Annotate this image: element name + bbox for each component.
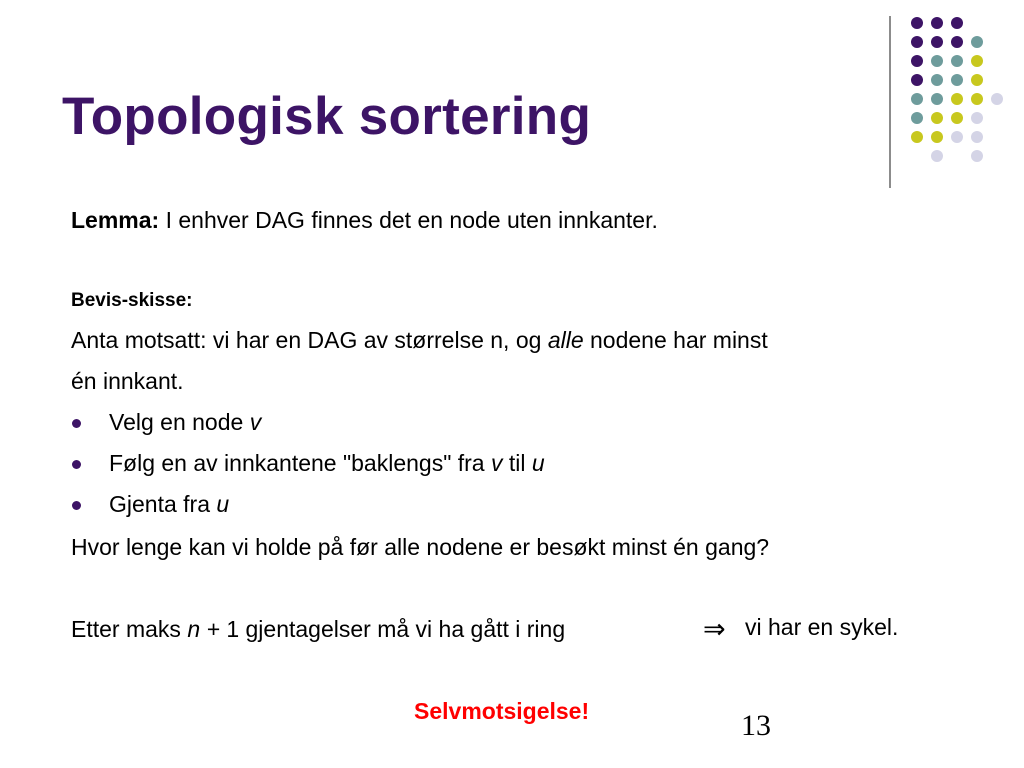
decorative-dot [971, 93, 983, 105]
decorative-dot [951, 74, 963, 86]
bullet-var: v [249, 409, 262, 435]
conclusion-text-rest: 1 gjentagelser må vi ha gått i ring [226, 616, 566, 642]
decorative-dot [951, 131, 963, 143]
bullet-var: u [216, 491, 230, 517]
decorative-dot [971, 112, 983, 124]
lemma-text: I enhver DAG finnes det en node uten innkanter. [159, 207, 658, 233]
decorative-dot [911, 131, 923, 143]
decorative-dot [971, 36, 983, 48]
bullet-item-2 [109, 450, 545, 477]
decorative-dot [911, 112, 923, 124]
bullet-text: Gjenta fra [109, 491, 217, 517]
conclusion-text-before: Etter maks [71, 616, 188, 642]
cycle-conclusion: vi har en sykel. [745, 614, 899, 640]
decorative-dot [931, 17, 943, 29]
decorative-dot [931, 150, 943, 162]
implies-arrow-icon: ⇒ [703, 614, 726, 645]
decorative-dot [971, 131, 983, 143]
decorative-dot [911, 93, 923, 105]
bullet-var: v [491, 450, 503, 476]
conclusion-plus: + [200, 616, 227, 642]
intro-italic: alle [547, 327, 584, 353]
decorative-divider [889, 16, 891, 188]
decorative-dot [931, 55, 943, 67]
decorative-dot [971, 150, 983, 162]
decorative-dot [911, 17, 923, 29]
decorative-dot [971, 55, 983, 67]
decorative-dot [931, 36, 943, 48]
conclusion-line [71, 616, 565, 643]
bullet-text: Velg en node [109, 409, 250, 435]
decorative-dot [951, 93, 963, 105]
decorative-dot [951, 112, 963, 124]
intro-text-before: Anta motsatt: vi har en DAG av størrelse n, og [71, 327, 548, 353]
bullet-item-1 [109, 409, 261, 436]
decorative-dot [931, 131, 943, 143]
bullet-item-3 [109, 491, 229, 518]
proof-intro-line-1 [71, 327, 768, 354]
intro-text-after: nodene har minst [583, 327, 768, 353]
conclusion-var: n [187, 616, 201, 642]
bullet-text: Følg en av innkantene "baklengs" fra [109, 450, 491, 476]
decorative-dot [911, 55, 923, 67]
decorative-dot [951, 17, 963, 29]
page-number: 13 [741, 709, 771, 742]
question-line: Hvor lenge kan vi holde på før alle nodene er besøkt minst én gang? [71, 534, 770, 560]
proof-heading: Bevis-skisse: [71, 290, 193, 311]
decorative-dot [931, 112, 943, 124]
slide-title: Topologisk sortering [62, 87, 592, 146]
bullet-icon [72, 501, 81, 510]
decorative-dot [931, 93, 943, 105]
decorative-dot [971, 74, 983, 86]
bullet-mid: til [502, 450, 532, 476]
decorative-dot [951, 55, 963, 67]
decorative-dot [931, 74, 943, 86]
contradiction-text: Selvmotsigelse! [414, 698, 590, 724]
bullet-var: u [531, 450, 545, 476]
decorative-dot [911, 36, 923, 48]
decorative-dot [991, 93, 1003, 105]
lemma-label: Lemma: [71, 207, 160, 233]
proof-intro-line-2: én innkant. [71, 368, 184, 394]
bullet-icon [72, 460, 81, 469]
lemma-line [71, 207, 658, 234]
decorative-dot [911, 74, 923, 86]
bullet-icon [72, 419, 81, 428]
decorative-dot [951, 36, 963, 48]
